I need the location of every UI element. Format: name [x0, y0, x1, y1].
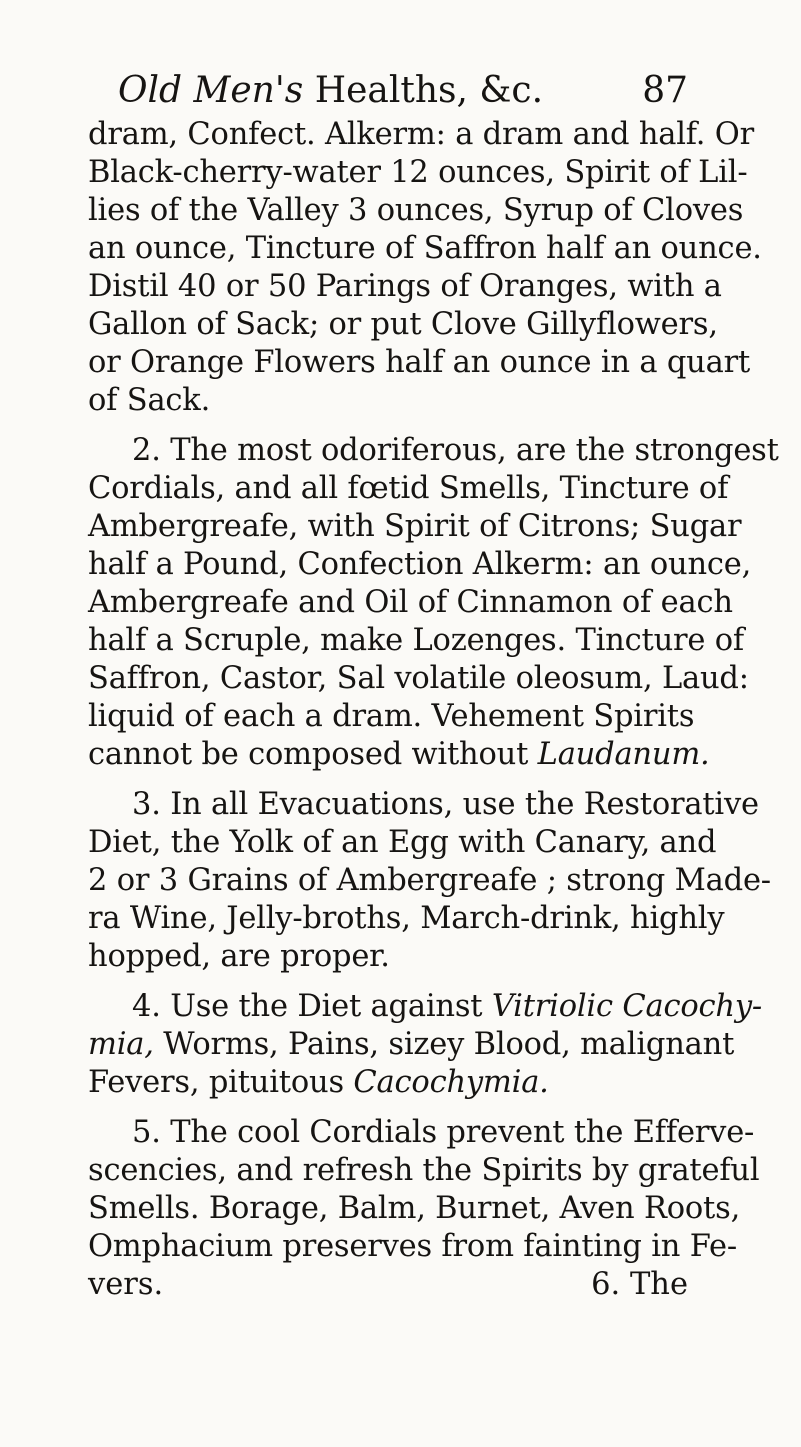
- paragraph-3: [88, 786, 771, 976]
- italic-term: mia,: [88, 1027, 154, 1062]
- paragraph-4: [88, 988, 762, 1102]
- text-line: [88, 988, 762, 1026]
- text-line: liquid of each a dram. Vehement Spirits: [88, 699, 695, 734]
- page-number: 87: [642, 70, 688, 111]
- text-line: Gallon of Sack; or put Clove Gillyflowers,: [88, 307, 718, 342]
- text-line: Distil 40 or 50 Parings of Oranges, with a: [88, 269, 722, 304]
- text-line: 3. In all Evacuations, use the Restorative: [132, 787, 759, 822]
- text-line: Omphacium preserves from fainting in Fe-: [88, 1229, 737, 1264]
- text-line: half a Scruple, make Lozenges. Tincture of: [88, 623, 744, 658]
- italic-term: Cacochymia.: [353, 1065, 549, 1100]
- text-line: Cordials, and all fœtid Smells, Tincture of: [88, 471, 729, 506]
- running-head-roman: Healths, &c.: [303, 70, 544, 111]
- text-line: [88, 1026, 735, 1064]
- paragraph-2: [88, 432, 779, 774]
- text-fragment: 4. Use the Diet against: [132, 989, 483, 1024]
- running-head-italic: Old Men's: [118, 70, 304, 111]
- text-line: Diet, the Yolk of an Egg with Canary, and: [88, 825, 717, 860]
- text-line: 5. The cool Cordials prevent the Efferve-: [132, 1115, 755, 1150]
- text-line: half a Pound, Confection Alkerm: an ounce,: [88, 547, 752, 582]
- text-line: Ambergreafe and Oil of Cinnamon of each: [88, 585, 733, 620]
- text-line: Smells. Borage, Balm, Burnet, Aven Roots,: [88, 1191, 741, 1226]
- text-line: Ambergreafe, with Spirit of Citrons; Sugar: [88, 509, 742, 544]
- body-text: [88, 116, 779, 1304]
- text-line: lies of the Valley 3 ounces, Syrup of Cloves: [88, 193, 744, 228]
- paragraph-5: [88, 1114, 760, 1304]
- text-line: [88, 1064, 688, 1102]
- text-line: of Sack.: [88, 383, 211, 418]
- italic-term: Laudanum.: [537, 737, 710, 772]
- text-line: 2 or 3 Grains of Ambergreafe ; strong Made-: [88, 863, 771, 898]
- text-line: Black-cherry-water 12 ounces, Spirit of Lil-: [88, 155, 748, 190]
- text-fragment: Fevers, pituitous: [88, 1065, 344, 1100]
- italic-term: Vitriolic Cacochy-: [491, 989, 762, 1024]
- text-line: scencies, and refresh the Spirits by grateful: [88, 1153, 760, 1188]
- catchword: 6. The: [591, 1267, 688, 1302]
- text-line: hopped, are proper.: [88, 939, 390, 974]
- text-line: or Orange Flowers half an ounce in a quart: [88, 345, 751, 380]
- text-line: dram, Confect. Alkerm: a dram and half. Or: [88, 117, 754, 152]
- text-fragment: vers.: [88, 1267, 164, 1302]
- running-head: [118, 66, 688, 116]
- text-line: [88, 736, 710, 774]
- text-line: Saffron, Castor, Sal volatile oleosum, Laud:: [88, 661, 749, 696]
- text-fragment: cannot be composed without: [88, 737, 529, 772]
- paragraph-1: [88, 116, 762, 420]
- text-fragment: Worms, Pains, sizey Blood, malignant: [153, 1027, 735, 1062]
- text-line: ra Wine, Jelly-broths, March-drink, highly: [88, 901, 725, 936]
- text-line: an ounce, Tincture of Saffron half an ounce.: [88, 231, 762, 266]
- text-line: 2. The most odoriferous, are the strongest: [132, 433, 779, 468]
- catchword-line: [88, 1266, 688, 1304]
